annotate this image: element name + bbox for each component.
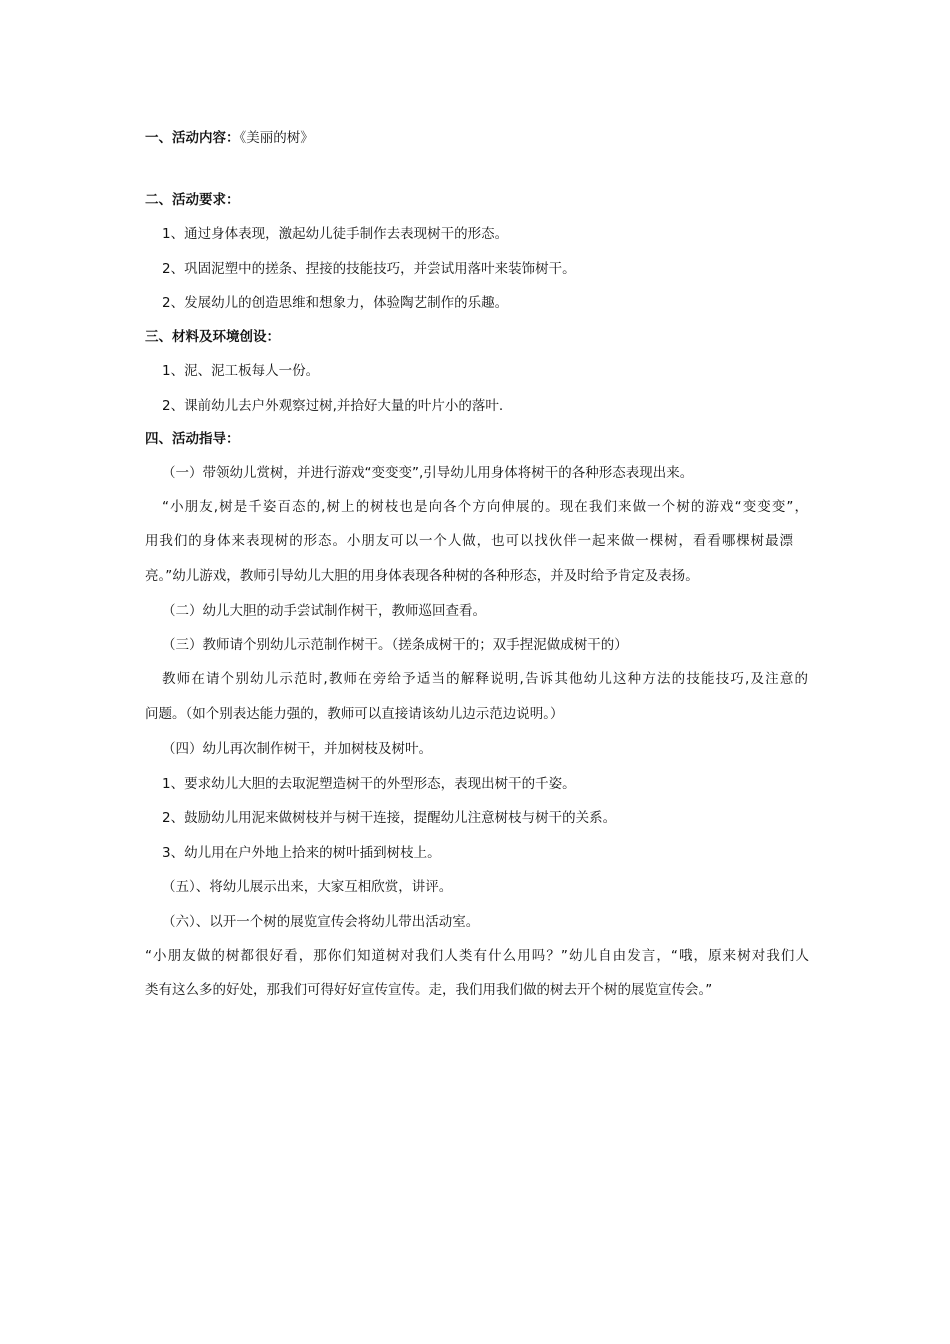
material-item: 1、泥、泥工板每人一份。: [162, 363, 320, 379]
guidance-line: （五）、将幼儿展示出来，大家互相欣赏，讲评。: [162, 879, 453, 895]
section-2-heading: 二、活动要求：: [145, 192, 240, 208]
section-3-heading: 三、材料及环境创设：: [145, 329, 280, 345]
guidance-line: “小朋友做的树都很好看，那你们知道树对我们人类有什么用吗？”幼儿自由发言，“哦，原来树对我们人: [145, 948, 809, 964]
guidance-line: （四）幼儿再次制作树干，并加树枝及树叶。: [162, 741, 432, 757]
section-1-label: 一、活动内容：: [145, 130, 240, 146]
guidance-line: （六）、以开一个树的展览宣传会将幼儿带出活动室。: [162, 914, 480, 930]
section-4-heading: 四、活动指导：: [145, 431, 240, 447]
section-1-value: 《美丽的树》: [239, 130, 314, 146]
guidance-line: 3、幼儿用在户外地上拾来的树叶插到树枝上。: [162, 845, 441, 861]
guidance-line: 亮。”幼儿游戏，教师引导幼儿大胆的用身体表现各种树的各种形态，并及时给予肯定及表扬。: [145, 568, 699, 584]
guidance-line: 2、鼓励幼儿用泥来做树枝并与树干连接，提醒幼儿注意树枝与树干的关系。: [162, 810, 617, 826]
guidance-line: 类有这么多的好处，那我们可得好好宣传宣传。走，我们用我们做的树去开个树的展览宣传会。”: [145, 982, 713, 998]
material-item: 2、课前幼儿去户外观察过树,并拾好大量的叶片小的落叶.: [162, 398, 504, 414]
guidance-line: 1、要求幼儿大胆的去取泥塑造树干的外型形态，表现出树干的千姿。: [162, 776, 576, 792]
guidance-line: “小朋友,树是千姿百态的,树上的树枝也是向各个方向伸展的。现在我们来做一个树的游戏“变变变”，: [162, 499, 808, 515]
requirement-item: 2、巩固泥塑中的搓条、捏接的技能技巧，并尝试用落叶来装饰树干。: [162, 261, 576, 277]
guidance-line: 教师在请个别幼儿示范时,教师在旁给予适当的解释说明,告诉其他幼儿这种方法的技能技巧,及注意的: [162, 671, 808, 687]
requirement-item: 1、通过身体表现，激起幼儿徒手制作去表现树干的形态。: [162, 226, 509, 242]
requirement-item: 2、发展幼儿的创造思维和想象力，体验陶艺制作的乐趣。: [162, 295, 509, 311]
guidance-line: （三）教师请个别幼儿示范制作树干。（搓条成树干的；双手捏泥做成树干的）: [162, 637, 628, 653]
guidance-line: 问题。（如个别表达能力强的，教师可以直接请该幼儿边示范边说明。）: [145, 706, 564, 722]
guidance-line: （二）幼儿大胆的动手尝试制作树干，教师巡回查看。: [162, 603, 486, 619]
guidance-line: （一）带领幼儿赏树，并进行游戏“变变变”,引导幼儿用身体将树干的各种形态表现出来。: [162, 465, 694, 481]
section-1-heading: [145, 128, 815, 148]
guidance-line: 用我们的身体来表现树的形态。小朋友可以一个人做，也可以找伙伴一起来做一棵树，看看哪棵树最漂: [145, 533, 793, 549]
